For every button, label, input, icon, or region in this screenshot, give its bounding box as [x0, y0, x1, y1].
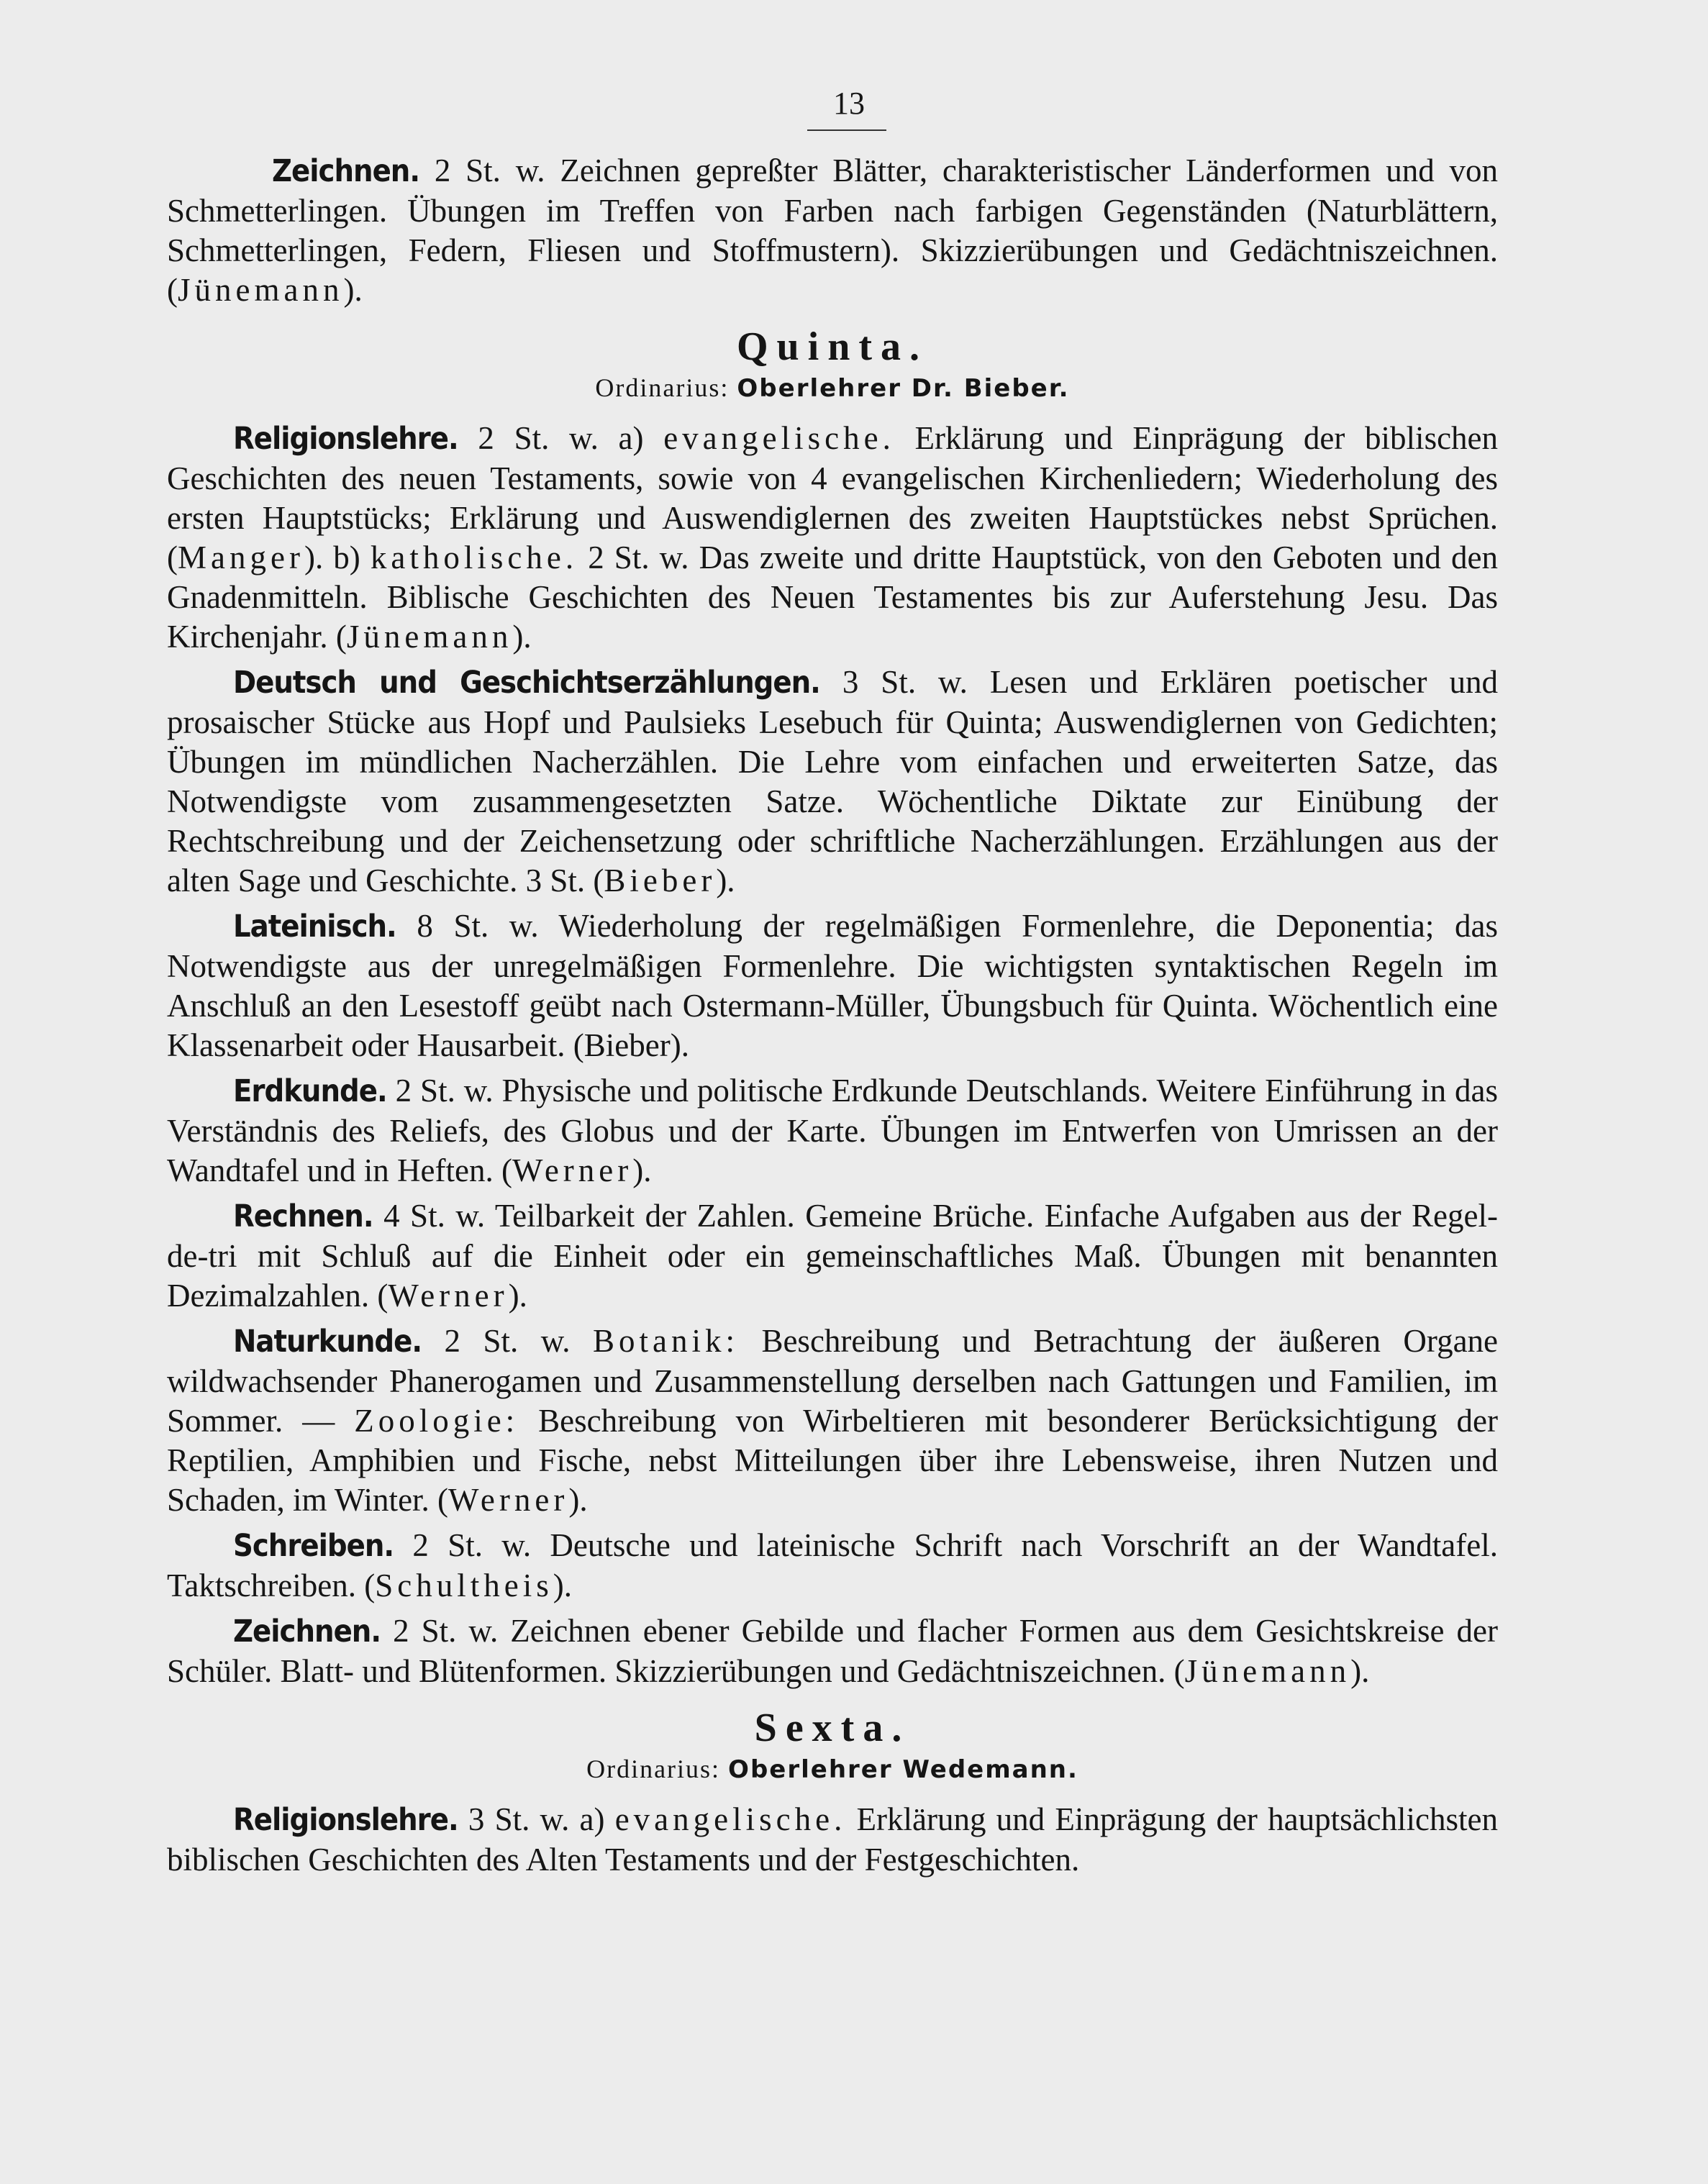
paragraph-end: ). — [716, 863, 735, 898]
paragraph-end: ). — [670, 1027, 689, 1063]
paragraph-latein-quinta — [167, 906, 1498, 1065]
page-content — [167, 151, 1498, 1885]
teacher-name: Jünemann — [346, 619, 513, 655]
subject-label: Religionslehre. — [233, 421, 458, 457]
denomination-label: evangelische. — [614, 1801, 847, 1837]
paragraph-naturkunde-quinta — [167, 1321, 1498, 1520]
ordinarius-quinta — [167, 368, 1498, 409]
paragraph-text: Erklärung und Einprägung der hauptsächlichsten biblischen Geschichten des Alten Testaments und der Festgeschichten. — [167, 1801, 1498, 1878]
paragraph-text: Beschreibung und Betrachtung der äußeren Organe wildwachsender Phanerogamen und Zusammenstellung derselben nach Gattungen und Familien, im Sommer. — — [167, 1323, 1499, 1439]
teacher-name: Bieber — [583, 1027, 671, 1063]
topic-label: Zoologie: — [354, 1403, 519, 1439]
paragraph-text: 2 St. w. Zeichnen gepreßter Blätter, charakteristischer Länderformen und von Schmetterlingen. Übungen im Treffen von Farben nach farbigen Gegenständen (Naturblättern, Schmetterlingen, Federn, Fliesen und Stoffmustern). Skizzierübungen und Gedächtniszeichnen. ( — [167, 153, 1498, 308]
paragraph-zeichnen-quinta — [167, 1611, 1498, 1691]
subject-label: Zeichnen. — [233, 1614, 381, 1650]
paragraph-text: 2 St. w. Physische und politische Erdkunde Deutschlands. Weitere Einführung in das Verständnis des Reliefs, des Globus und der Karte. Übungen im Entwerfen von Umrissen an der Wandtafel und in Heften. ( — [167, 1073, 1498, 1188]
ordinarius-name: Oberlehrer Dr. Bieber. — [737, 374, 1070, 403]
teacher-name: Manger — [178, 540, 304, 575]
subject-label: Erdkunde. — [233, 1073, 387, 1109]
teacher-name: Jünemann — [1184, 1653, 1351, 1689]
paragraph-erdkunde-quinta — [167, 1071, 1498, 1191]
paragraph-end: ). — [568, 1482, 588, 1518]
section-heading-quinta: Quinta. — [736, 324, 929, 369]
teacher-name: Werner — [512, 1152, 633, 1188]
teacher-name: Werner — [388, 1278, 509, 1314]
paragraph-text: 3 St. w. a) — [468, 1801, 605, 1837]
denomination-label: katholische. — [370, 540, 578, 575]
topic-label: Botanik: — [592, 1323, 739, 1359]
paragraph-religion-quinta — [167, 419, 1498, 657]
teacher-name: Jünemann — [178, 272, 344, 308]
ordinarius-sexta — [167, 1750, 1498, 1790]
teacher-name: Schultheis — [375, 1568, 553, 1603]
subject-label: Naturkunde. — [233, 1324, 422, 1360]
subject-label: Zeichnen. — [272, 153, 420, 189]
paragraph-text: 3 St. w. Lesen und Erklären poetischer und prosaischer Stücke aus Hopf und Paulsieks Lesebuch für Quinta; Auswendiglernen von Gedichten; Übungen im mündlichen Nacherzählen. Die Lehre vom einfachen und erweiterten Satze, das Notwendigste vom zusammengesetzten Satze. Wöchentliche Diktate zur Einübung der Rechtschreibung und der Zeichensetzung oder schriftliche Nacherzählungen. Erzählungen aus der alten Sage und Geschichte. 3 St. ( — [167, 664, 1499, 898]
subject-label: Schreiben. — [233, 1528, 394, 1564]
paragraph-text: 2 St. w. — [444, 1323, 571, 1359]
paragraph-religion-sexta — [167, 1800, 1498, 1880]
paragraph-end: ). — [508, 1278, 527, 1314]
paragraph-end: ). — [632, 1152, 652, 1188]
subject-label: Lateinisch. — [233, 909, 396, 945]
ordinarius-name: Oberlehrer Wedemann. — [728, 1755, 1078, 1784]
paragraph-rechnen-quinta — [167, 1196, 1498, 1316]
teacher-name: Bieber — [604, 863, 717, 898]
paragraph-text: Beschreibung von Wirbeltieren mit besonderer Berücksichtigung der Reptilien, Amphibien und Fische, nebst Mitteilungen über ihre Lebensweise, ihren Nutzen und Schaden, im Winter. ( — [167, 1403, 1499, 1518]
paragraph-text: 8 St. w. Wiederholung der regelmäßigen Formenlehre, die Deponentia; das Notwendigste aus der unregelmäßigen Formenlehre. Die wichtigsten syntaktischen Regeln im Anschluß an den Lesestoff geübt nach Ostermann-Müller, Übungsbuch für Quinta. Wöchentlich eine Klassenarbeit oder Hausarbeit. ( — [167, 908, 1498, 1063]
paragraph-text: Erklärung und Einprägung der biblischen Geschichten des neuen Testaments, sowie von 4 evangelischen Kirchenliedern; Wiederholung des ersten Hauptstücks; Erklärung und Auswendiglernen des zweiten Hauptstückes nebst Sprüchen. ( — [167, 420, 1499, 575]
paragraph-text: 2 St. w. Zeichnen ebener Gebilde und flacher Formen aus dem Gesichtskreise der Schüler. Blatt- und Blütenformen. Skizzierübungen und Gedächtniszeichnen. ( — [167, 1613, 1498, 1689]
paragraph-text: 2 St. w. Das zweite und dritte Hauptstück, von den Geboten und den Gnadenmitteln. Biblische Geschichten des Neuen Testamentes bis zur Auferstehung Jesu. Das Kirchenjahr. ( — [167, 540, 1498, 655]
page-number-rule — [807, 129, 886, 131]
paragraph-end: ). — [343, 272, 363, 308]
paragraph-deutsch-quinta — [167, 663, 1498, 901]
paragraph-schreiben-quinta — [167, 1526, 1498, 1606]
section-heading-sexta: Sexta. — [754, 1706, 911, 1750]
paragraph-text: 2 St. w. a) — [478, 420, 644, 456]
paragraph-text: 2 St. w. Deutsche und lateinische Schrift nach Vorschrift an der Wandtafel. Taktschreiben. ( — [167, 1527, 1498, 1603]
paragraph-text: ). b) — [304, 540, 360, 575]
paragraph-end: ). — [1350, 1653, 1370, 1689]
subject-label: Deutsch und Geschichtserzählungen. — [233, 665, 820, 701]
ordinarius-label: Ordinarius: — [586, 1755, 721, 1783]
page-number: 13 — [833, 86, 865, 121]
subject-label: Rechnen. — [233, 1198, 373, 1234]
paragraph-text: 4 St. w. Teilbarkeit der Zahlen. Gemeine Brüche. Einfache Aufgaben aus der Regel-de-tri mit Schluß auf die Einheit oder ein gemeinschaftliches Maß. Übungen mit benannten Dezimalzahlen. ( — [167, 1198, 1498, 1314]
paragraph-end: ). — [553, 1568, 572, 1603]
paragraph-zeichnen-quarta — [167, 151, 1498, 310]
paragraph-end: ). — [512, 619, 532, 655]
ordinarius-label: Ordinarius: — [595, 373, 730, 402]
denomination-label: evangelische. — [663, 420, 895, 456]
subject-label: Religionslehre. — [233, 1802, 458, 1838]
teacher-name: Werner — [448, 1482, 569, 1518]
